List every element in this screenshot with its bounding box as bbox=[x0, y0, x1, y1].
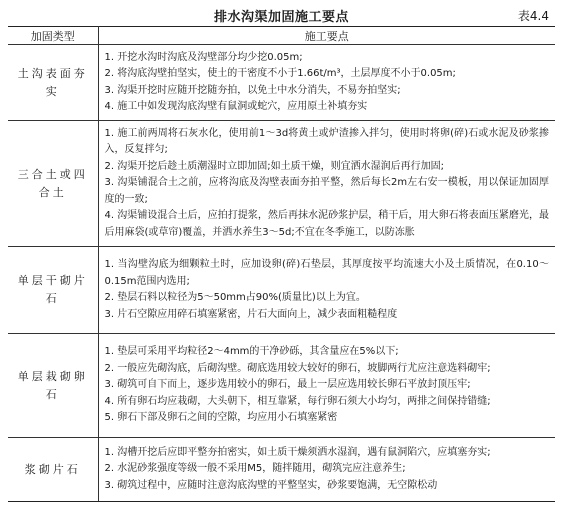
points-cell bbox=[98, 438, 555, 502]
header-points: 施工要点 bbox=[98, 27, 555, 45]
reinforcement-type: 土沟表面夯实 bbox=[8, 45, 98, 121]
table-row bbox=[8, 438, 555, 502]
point-item: 4. 所有卵石均应栽砌，大头朝下，相互靠紧，每行卵石须大小均匀，两排之间保持错缝; bbox=[104, 395, 491, 407]
point-item: 3. 砌筑可自下而上，逐步选用较小的卵石，最上一层应选用较长卵石平放封顶压牢; bbox=[104, 379, 471, 391]
table-title: 排水沟渠加固施工要点 bbox=[213, 10, 349, 25]
table-row bbox=[8, 247, 555, 334]
point-item: 2. 水泥砂浆强度等级一般不采用M5，随拌随用，砌筑完应注意养生; bbox=[104, 463, 406, 475]
table-number: 表4.4 bbox=[517, 9, 549, 23]
points-cell bbox=[98, 121, 555, 247]
point-item: 1. 施工前两周将石灰水化，使用前1～3d将黄土或炉渣掺入拌匀，使用时将卵(碎)石或水泥及砂浆掺入，反复拌匀; bbox=[104, 127, 549, 156]
point-item: 3. 沟渠铺混合土之前，应将沟底及沟壁表面夯拍平整，然后每长2m左右安一模板，用以保证加固厚度的一致; bbox=[104, 177, 549, 205]
point-item: 1. 沟槽开挖后应即平整夯拍密实，如土质干燥须洒水湿润，遇有鼠洞陷穴，应填塞夯实; bbox=[104, 446, 491, 458]
construction-points-table bbox=[8, 26, 555, 502]
table-header-row bbox=[8, 27, 555, 45]
point-item: 2. 将沟底沟壁拍坚实，使土的干密度不小于1.66t/m³，土层厚度不小于0.05m; bbox=[104, 68, 456, 79]
table-row bbox=[8, 45, 555, 121]
reinforcement-type: 单层干砌片石 bbox=[8, 247, 98, 334]
point-item: 2. 一般应先砌沟底，后砌沟壁。砌底选用较大较好的卵石，坡脚两行尤应注意选料砌牢; bbox=[104, 362, 491, 374]
point-item: 1. 开挖水沟时沟底及沟壁部分均少挖0.05m; bbox=[104, 51, 303, 63]
reinforcement-type: 三合土或四合土 bbox=[8, 121, 98, 247]
points-cell bbox=[98, 247, 555, 334]
point-item: 1. 当沟壁沟底为细颗粒土时，应加设卵(碎)石垫层，其厚度按平均流速大小及土质情况，在0.10～0.15m范围内选用; bbox=[104, 259, 549, 287]
point-item: 3. 片石空隙应用碎石填塞紧密，片石大面向上，减少表面粗糙程度 bbox=[104, 308, 398, 320]
point-item: 2. 沟渠开挖后趁土质潮湿时立即加固;如土质干燥，则宜洒水湿润后再行加固; bbox=[104, 160, 444, 172]
point-item: 1. 垫层可采用平均粒径2～4mm的干净砂砾，其含量应在5%以下; bbox=[104, 346, 399, 358]
point-item: 4. 施工中如发现沟底沟壁有鼠洞或蛇穴，应用原土补填夯实 bbox=[104, 101, 368, 112]
point-item: 3. 砌筑过程中，应随时注意沟底沟壁的平整坚实，砂浆要饱满，无空隙松动 bbox=[104, 479, 438, 491]
reinforcement-type: 浆砌片石 bbox=[8, 438, 98, 502]
point-item: 3. 沟渠开挖时应随开挖随夯拍，以免土中水分消失，不易夯拍坚实; bbox=[104, 84, 401, 96]
table-row bbox=[8, 121, 555, 247]
points-cell bbox=[98, 334, 555, 438]
header-type: 加固类型 bbox=[8, 27, 98, 45]
point-item: 5. 卵石下部及卵石之间的空隙，均应用小石填塞紧密 bbox=[104, 412, 338, 424]
point-item: 2. 垫层石料以粒径为5～50mm占90%(质量比)以上为宜。 bbox=[104, 292, 366, 303]
point-item: 4. 沟渠铺设混合土后，应拍打提浆，然后再抹水泥砂浆护层，稍干后，用大卵石将表面压紧磨光，最后用麻袋(或草帘)覆盖，并洒水养生3～5d;不宜在冬季施工，以防冻胀 bbox=[104, 210, 549, 238]
reinforcement-type: 单层栽砌卵石 bbox=[8, 334, 98, 438]
table-row bbox=[8, 334, 555, 438]
points-cell bbox=[98, 45, 555, 121]
